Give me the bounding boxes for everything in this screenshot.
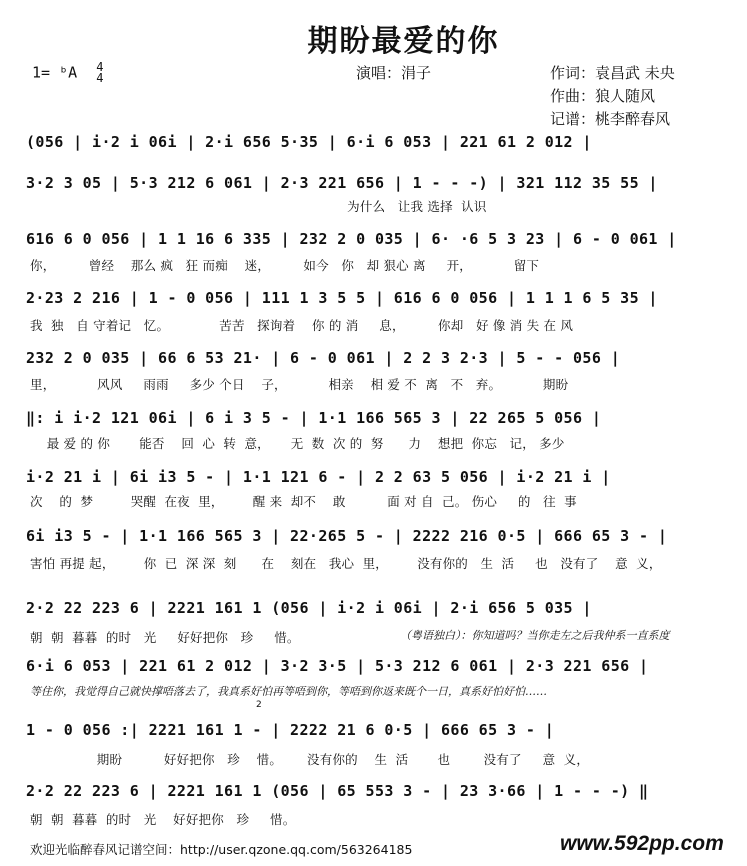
notation-line: 2·2 22 223 6 | 2221 161 1 (056 | i·2 i 06i | 2·i 656 5 035 | [26, 599, 592, 617]
notation-line: (056 | i·2 i 06i | 2·i 656 5·35 | 6·i 6 053 | 221 61 2 012 | [26, 133, 592, 151]
notation-line: 616 6 0 056 | 1 1 16 6 335 | 232 2 0 035 | 6· ·6 5 3 23 | 6 - 0 061 | [26, 230, 677, 248]
transcriber-credit: 记谱：桃李醉春风 [550, 110, 671, 128]
notation-line: 3·2 3 05 | 5·3 212 6 061 | 2·3 221 656 | 1 - - -) | 321 112 35 55 | [26, 174, 658, 192]
notation-line: 232 2 0 035 | 66 6 53 21· | 6 - 0 061 | 2 2 3 2·3 | 5 - - 056 | [26, 349, 621, 367]
key-label: 1= ᵇA [32, 63, 78, 82]
song-title: 期盼最爱的你 [307, 24, 500, 59]
footer-visit-text: 欢迎光临醉春风记谱空间：http://user.qzone.qq.com/563264185 [30, 842, 413, 857]
notation-line: 6i i3 5 - | 1·1 166 565 3 | 22·265 5 - | 2222 216 0·5 | 666 65 3 - | [26, 527, 668, 545]
lyric-line: 害怕 再提 起， 你 已 深 深 刻 在 刻在 我心 里， 没有你的 生 活 也 没有了 意 义， [30, 556, 662, 571]
dialogue-line-1: （粤语独白）：你知道吗？当你走左之后我仲系一直系度 [400, 629, 670, 642]
time-signature [96, 62, 103, 84]
notation-line: 1 - 0 056 :| 2221 161 1 - | 2222 21 6 0·5 | 666 65 3 - | [26, 721, 555, 739]
time-bottom: 4 [96, 71, 104, 85]
composer-credit: 作曲：狼人随风 [550, 87, 656, 105]
lyric-line: 里， 风风 雨雨 多少 个日 子， 相亲 相 爱 不 离 不 弃。 期盼 [30, 377, 569, 392]
singer-credit: 演唱：涓子 [356, 64, 432, 82]
notation-line: 2·23 2 216 | 1 - 0 056 | 111 1 3 5 5 | 616 6 0 056 | 1 1 1 6 5 35 | [26, 289, 658, 307]
notation-line: 2·2 22 223 6 | 2221 161 1 (056 | 65 553 3 - | 23 3·66 | 1 - - -) ‖ [26, 782, 649, 800]
notation-line: 6·i 6 053 | 221 61 2 012 | 3·2 3·5 | 5·3 212 6 061 | 2·3 221 656 | [26, 657, 649, 675]
lyric-line: 次 的 梦 哭醒 在夜 里， 醒 来 却不 敢 面 对 自 己。 伤心 的 往 事 [30, 494, 577, 509]
lyric-line: 为什么 让我 选择 认识 [30, 199, 487, 214]
lyricist-credit: 作词：袁昌武 未央 [550, 64, 675, 82]
lyric-line [30, 152, 730, 168]
time-top: 4 [96, 60, 104, 74]
dialogue-line-2: 等住你，我觉得自己就快撑唔落去了，我真系好怕再等唔到你，等唔到你返来既个一日，真系好怕好怕…… [30, 685, 547, 698]
notation-line: ‖: i i·2 121 06i | 6 i 3 5 - | 1·1 166 565 3 | 22 265 5 056 | [26, 409, 602, 427]
notation-line: i·2 21 i | 6i i3 5 - | 1·1 121 6 - | 2 2 63 5 056 | i·2 21 i | [26, 468, 611, 486]
second-ending-mark: 2 [256, 700, 262, 710]
lyric-line: 最 爱 的 你 能否 回 心 转 意， 无 数 次 的 努 力 想把 你忘 记， 多少 [30, 436, 565, 451]
lyric-line: 朝 朝 暮暮 的时 光 好好把你 珍 惜。 [30, 630, 300, 645]
lyric-line: 你， 曾经 那么 疯 狂 而痴 迷， 如今 你 却 狠心 离 开， 留下 [30, 258, 540, 273]
lyric-line: 朝 朝 暮暮 的时 光 好好把你 珍 惜。 [30, 812, 296, 827]
lyric-line: 期盼 好好把你 珍 惜。 没有你的 生 活 也 没有了 意 义， [30, 752, 590, 767]
lyric-line: 我 独 自 守着记 忆。 苦苦 探询着 你 的 消 息， 你却 好 像 消 失 在 风 [30, 318, 574, 333]
key-signature [32, 62, 103, 84]
site-watermark: www.592pp.com [560, 832, 724, 855]
